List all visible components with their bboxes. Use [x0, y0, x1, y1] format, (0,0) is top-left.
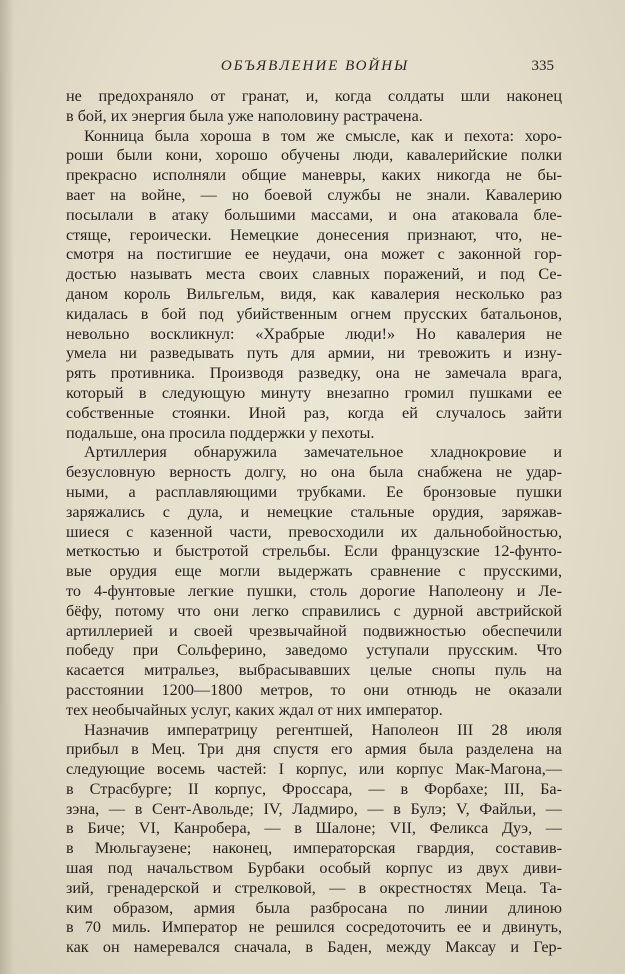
text-line: в 70 миль. Император не решился сосредоточить ее и двинуть, [66, 918, 562, 937]
text-line: рять противника. Производя разведку, она не замечала врага, [66, 364, 562, 383]
text-line: зий, гренадерской и стрелковой, — в окрестностях Меца. Та- [66, 878, 562, 897]
text-line: кидалась в бой под убийственным огнем прусских батальонов, [66, 304, 562, 323]
text-line: ким образом, армия была разбросана по линии длиною [66, 898, 562, 917]
text-line: посылали в атаку большими массами, и она атаковала бле- [66, 205, 562, 224]
page-header [70, 58, 560, 80]
text-line: Назначив императрицу регентшей, Наполеон III 28 июля [84, 720, 562, 739]
text-line: касается митральез, выбрасывавших целые снопы пуль на [66, 661, 562, 680]
running-title: ОБЪЯВЛЕНИЕ ВОЙНЫ [220, 58, 410, 74]
body-text [66, 87, 562, 958]
text-line: бёфу, потому что они легко справились с дурной австрийской [66, 601, 562, 620]
text-line: вает на войне, — но боевой службы не знали. Кавалерию [66, 185, 562, 204]
text-line: в Биче; VI, Канробера, — в Шалоне; VII, Феликса Дуэ, — [66, 819, 562, 838]
text-line: который в следующую минуту внезапно громил пушками ее [66, 383, 562, 402]
text-line: следующие восемь частей: I корпус, или корпус Мак-Магона,— [66, 760, 562, 779]
text-line: зэна, — в Сент-Авольде; IV, Ладмиро, — в Булэ; V, Файльи, — [66, 799, 562, 818]
text-line: ными, а расплавляющими трубками. Ее бронзовые пушки [66, 482, 562, 501]
text-line: Артиллерия обнаружила замечательное хладнокровие и [84, 443, 562, 462]
text-line: не предохраняло от гранат, и, когда солдаты шли наконец [66, 87, 562, 105]
text-line: смотря на постигшие ее неудачи, она может с законной гор- [66, 245, 562, 264]
text-line: стяще, героически. Немецкие донесения признают, что, не- [66, 225, 562, 244]
text-line: вые орудия еще могли выдержать сравнение с прусскими, [66, 562, 562, 581]
text-line: шиеся с казенной части, превосходили их дальнобойностью, [66, 522, 562, 541]
text-line: невольно воскликнул: «Храбрые люди!» Но кавалерия не [66, 324, 562, 343]
text-line: собственные стоянки. Иной раз, когда ей случалось зайти [66, 403, 562, 422]
text-line: прекрасно исполняли общие маневры, каких никогда не бы- [66, 166, 562, 185]
text-line: как он намеревался сначала, в Баден, между Максау и Гер- [66, 938, 562, 957]
text-line: прибыл в Мец. Три дня спустя его армия была разделена на [66, 740, 562, 759]
text-line: тех необычайных услуг, каких ждал от них император. [66, 700, 443, 719]
text-line: роши были кони, хорошо обучены люди, кавалерийские полки [66, 146, 562, 165]
text-line: в Страсбурге; II корпус, Фроссара, — в Форбахе; III, Ба- [66, 779, 562, 798]
text-line: победу при Сольферино, заведомо уступали прусским. Что [66, 641, 562, 660]
text-line: расстоянии 1200—1800 метров, то они отнюдь не оказали [66, 680, 562, 699]
text-line: Конница была хороша в том же смысле, как и пехота: хоро- [84, 126, 562, 145]
text-line: шая под начальством Бурбаки особый корпус из двух диви- [66, 859, 562, 878]
text-line: безусловную верность долгу, но она была снабжена не удар- [66, 463, 562, 482]
text-line: меткостью и быстротой стрельбы. Если французские 12-фунто- [66, 542, 562, 561]
text-line: достью называть места своих славных поражений, и под Се- [66, 265, 562, 284]
text-line: артиллерией и своей чрезвычайной подвижностью обеспечили [66, 621, 562, 640]
text-line: заряжались с дула, и немецкие стальные орудия, заряжав- [66, 502, 562, 521]
page-number: 335 [531, 58, 554, 74]
page-gutter-shadow [0, 0, 14, 974]
text-line: в бой, их энергия была уже наполовину растрачена. [66, 106, 423, 125]
text-line: даном король Вильгельм, видя, как кавалерия несколько раз [66, 284, 562, 303]
text-line: умела ни разведывать путь для армии, ни тревожить и изну- [66, 344, 562, 363]
text-line: то 4-фунтовые легкие пушки, столь дорогие Наполеону и Ле- [66, 581, 562, 600]
text-line: подальше, она просила поддержки у пехоты. [66, 423, 375, 442]
text-line: в Мюльгаузене; наконец, императорская гвардия, составив- [66, 839, 562, 858]
